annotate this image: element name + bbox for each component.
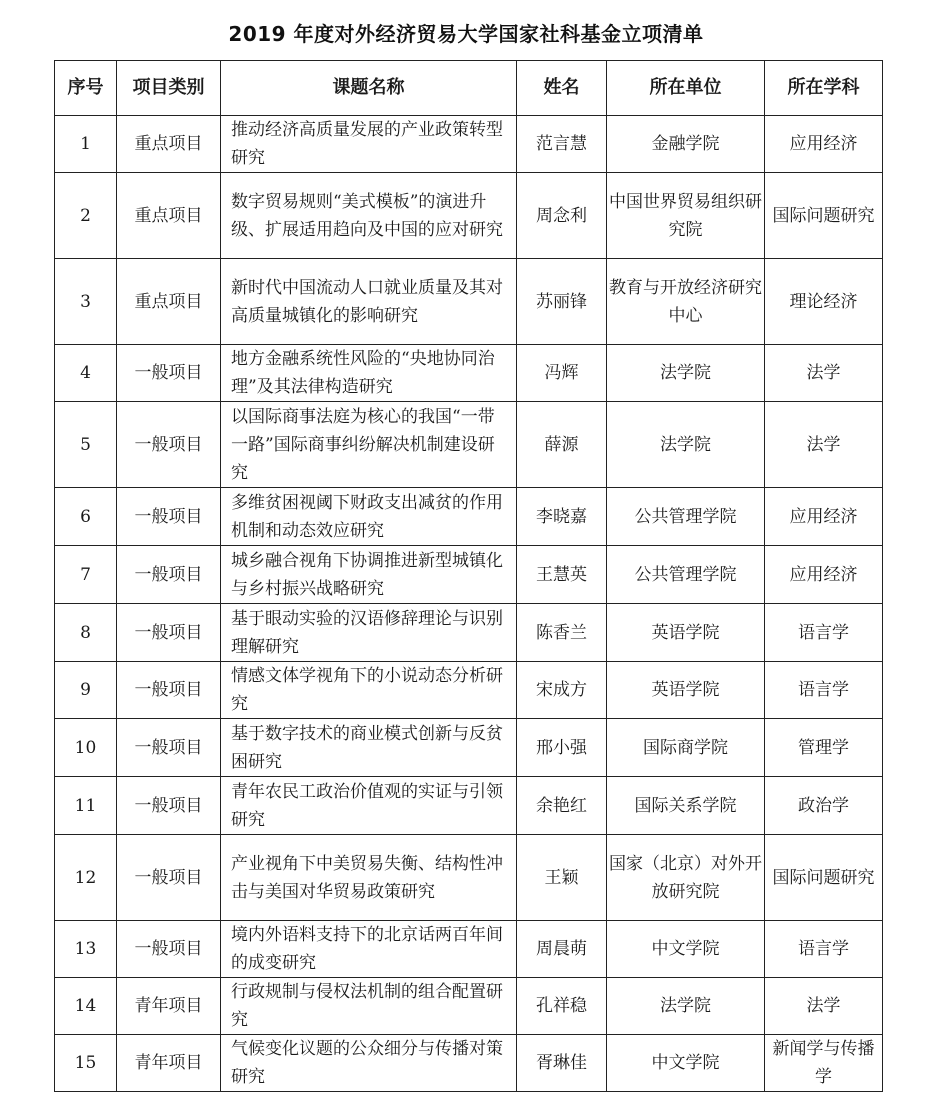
cell-unit: 中国世界贸易组织研究院	[607, 173, 765, 259]
cell-unit: 中文学院	[607, 921, 765, 978]
table-row	[55, 662, 883, 719]
cell-unit: 法学院	[607, 402, 765, 488]
header-unit: 所在单位	[607, 61, 765, 116]
cell-name: 王颖	[517, 835, 607, 921]
cell-subject: 政治学	[765, 777, 883, 835]
cell-type: 一般项目	[117, 835, 221, 921]
cell-type: 一般项目	[117, 777, 221, 835]
cell-subject: 语言学	[765, 662, 883, 719]
cell-unit: 公共管理学院	[607, 488, 765, 546]
cell-title: 境内外语料支持下的北京话两百年间的成变研究	[221, 921, 517, 978]
cell-no: 5	[55, 402, 117, 488]
table-header-row	[55, 61, 883, 116]
cell-title: 青年农民工政治价值观的实证与引领研究	[221, 777, 517, 835]
cell-type: 一般项目	[117, 921, 221, 978]
cell-subject: 应用经济	[765, 488, 883, 546]
cell-type: 青年项目	[117, 978, 221, 1035]
cell-subject: 国际问题研究	[765, 835, 883, 921]
cell-unit: 法学院	[607, 978, 765, 1035]
cell-type: 重点项目	[117, 259, 221, 345]
cell-no: 3	[55, 259, 117, 345]
table-row	[55, 921, 883, 978]
cell-no: 8	[55, 604, 117, 662]
cell-subject: 法学	[765, 978, 883, 1035]
cell-no: 10	[55, 719, 117, 777]
cell-no: 7	[55, 546, 117, 604]
cell-title: 基于眼动实验的汉语修辞理论与识别理解研究	[221, 604, 517, 662]
cell-subject: 语言学	[765, 604, 883, 662]
cell-subject: 国际问题研究	[765, 173, 883, 259]
cell-unit: 国际关系学院	[607, 777, 765, 835]
cell-type: 一般项目	[117, 488, 221, 546]
document-title: 2019 年度对外经济贸易大学国家社科基金立项清单	[228, 22, 704, 46]
cell-subject: 新闻学与传播学	[765, 1035, 883, 1092]
cell-type: 一般项目	[117, 402, 221, 488]
cell-name: 陈香兰	[517, 604, 607, 662]
cell-unit: 中文学院	[607, 1035, 765, 1092]
table-row	[55, 1035, 883, 1092]
cell-subject: 应用经济	[765, 116, 883, 173]
cell-no: 12	[55, 835, 117, 921]
cell-unit: 公共管理学院	[607, 546, 765, 604]
cell-subject: 语言学	[765, 921, 883, 978]
cell-no: 6	[55, 488, 117, 546]
cell-no: 15	[55, 1035, 117, 1092]
table-row	[55, 777, 883, 835]
cell-no: 9	[55, 662, 117, 719]
cell-name: 周晨萌	[517, 921, 607, 978]
cell-title: 推动经济高质量发展的产业政策转型研究	[221, 116, 517, 173]
table-row	[55, 546, 883, 604]
cell-unit: 教育与开放经济研究中心	[607, 259, 765, 345]
cell-subject: 法学	[765, 402, 883, 488]
cell-subject: 管理学	[765, 719, 883, 777]
cell-name: 邢小强	[517, 719, 607, 777]
cell-title: 数字贸易规则“美式模板”的演进升级、扩展适用趋向及中国的应对研究	[221, 173, 517, 259]
table-row	[55, 116, 883, 173]
cell-unit: 国家（北京）对外开放研究院	[607, 835, 765, 921]
cell-name: 胥琳佳	[517, 1035, 607, 1092]
table-row	[55, 719, 883, 777]
cell-no: 2	[55, 173, 117, 259]
cell-unit: 法学院	[607, 345, 765, 402]
cell-no: 1	[55, 116, 117, 173]
cell-title: 地方金融系统性风险的“央地协同治理”及其法律构造研究	[221, 345, 517, 402]
cell-name: 薛源	[517, 402, 607, 488]
cell-no: 13	[55, 921, 117, 978]
table-row	[55, 259, 883, 345]
cell-title: 城乡融合视角下协调推进新型城镇化与乡村振兴战略研究	[221, 546, 517, 604]
cell-name: 孔祥稳	[517, 978, 607, 1035]
cell-name: 宋成方	[517, 662, 607, 719]
cell-name: 周念利	[517, 173, 607, 259]
table-row	[55, 835, 883, 921]
cell-no: 14	[55, 978, 117, 1035]
cell-type: 一般项目	[117, 662, 221, 719]
cell-name: 余艳红	[517, 777, 607, 835]
cell-type: 重点项目	[117, 173, 221, 259]
cell-name: 李晓嘉	[517, 488, 607, 546]
cell-title: 产业视角下中美贸易失衡、结构性冲击与美国对华贸易政策研究	[221, 835, 517, 921]
cell-no: 11	[55, 777, 117, 835]
table-row	[55, 402, 883, 488]
cell-name: 冯辉	[517, 345, 607, 402]
table-row	[55, 604, 883, 662]
table-row	[55, 345, 883, 402]
cell-unit: 英语学院	[607, 604, 765, 662]
cell-no: 4	[55, 345, 117, 402]
table-row	[55, 173, 883, 259]
cell-type: 一般项目	[117, 719, 221, 777]
cell-name: 王慧英	[517, 546, 607, 604]
header-subject: 所在学科	[765, 61, 883, 116]
cell-title: 新时代中国流动人口就业质量及其对高质量城镇化的影响研究	[221, 259, 517, 345]
cell-subject: 法学	[765, 345, 883, 402]
cell-unit: 英语学院	[607, 662, 765, 719]
cell-type: 一般项目	[117, 345, 221, 402]
cell-unit: 国际商学院	[607, 719, 765, 777]
cell-title: 多维贫困视阈下财政支出减贫的作用机制和动态效应研究	[221, 488, 517, 546]
table-row	[55, 488, 883, 546]
cell-title: 以国际商事法庭为核心的我国“一带一路”国际商事纠纷解决机制建设研究	[221, 402, 517, 488]
cell-unit: 金融学院	[607, 116, 765, 173]
table-row	[55, 978, 883, 1035]
header-no: 序号	[55, 61, 117, 116]
cell-title: 情感文体学视角下的小说动态分析研究	[221, 662, 517, 719]
cell-name: 苏丽锋	[517, 259, 607, 345]
project-list-table	[54, 60, 883, 1092]
cell-type: 一般项目	[117, 546, 221, 604]
cell-subject: 理论经济	[765, 259, 883, 345]
cell-title: 行政规制与侵权法机制的组合配置研究	[221, 978, 517, 1035]
cell-type: 一般项目	[117, 604, 221, 662]
cell-title: 基于数字技术的商业模式创新与反贫困研究	[221, 719, 517, 777]
cell-type: 重点项目	[117, 116, 221, 173]
cell-name: 范言慧	[517, 116, 607, 173]
cell-title: 气候变化议题的公众细分与传播对策研究	[221, 1035, 517, 1092]
header-name: 姓名	[517, 61, 607, 116]
cell-type: 青年项目	[117, 1035, 221, 1092]
table-body	[55, 116, 883, 1092]
cell-subject: 应用经济	[765, 546, 883, 604]
header-title: 课题名称	[221, 61, 517, 116]
header-type: 项目类别	[117, 61, 221, 116]
